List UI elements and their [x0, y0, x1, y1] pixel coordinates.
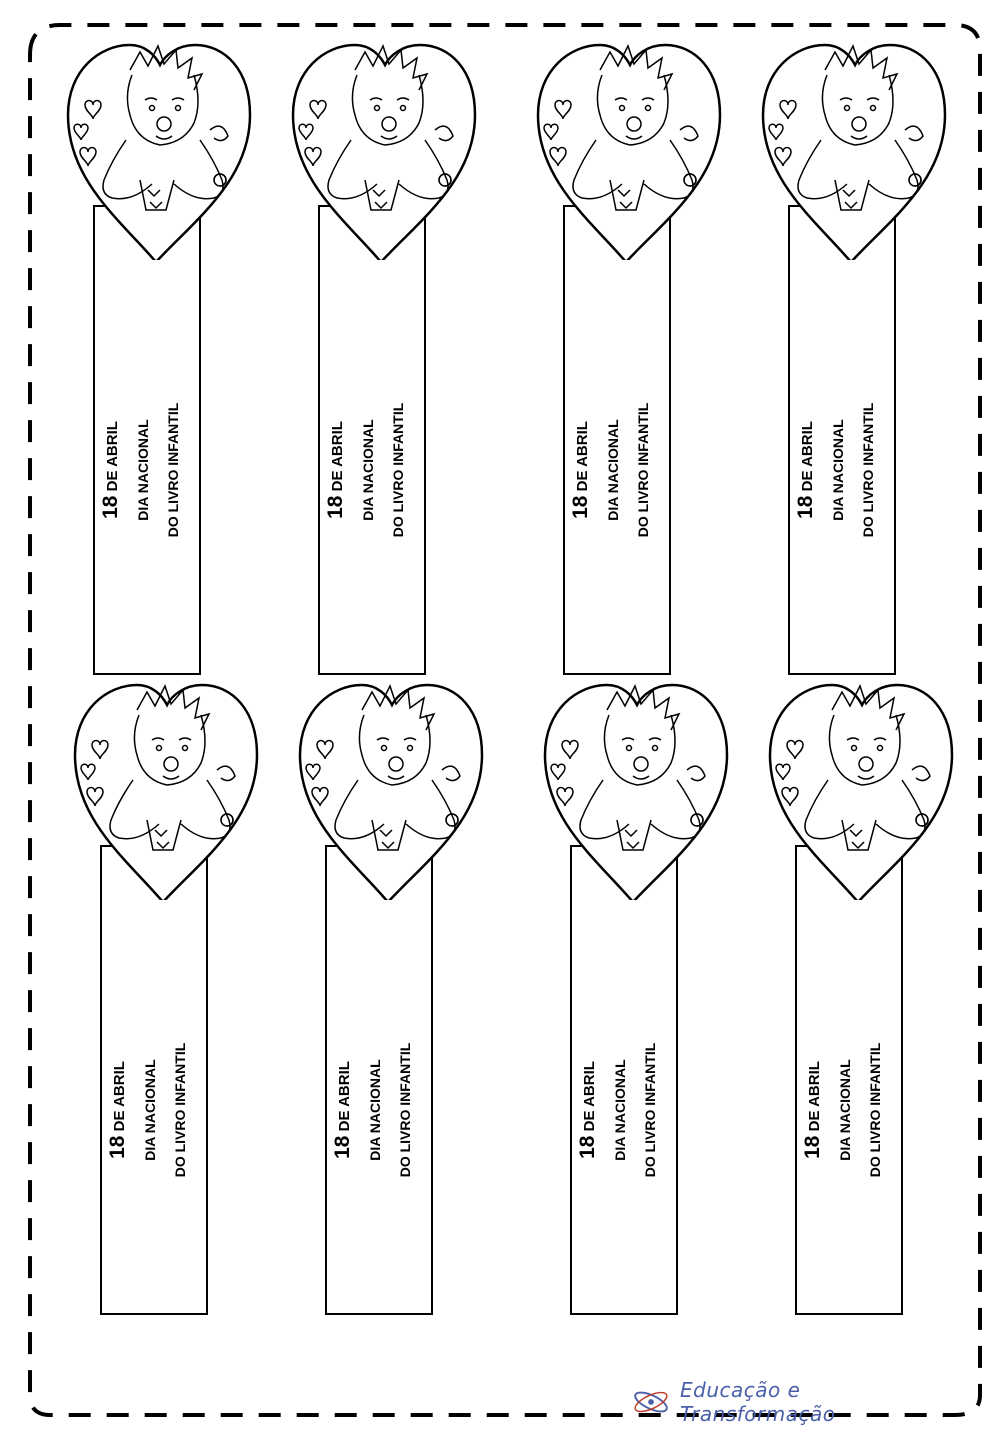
heart-cartoon-illustration — [530, 30, 730, 260]
bookmark-title-line-1: DIA NACIONAL — [605, 419, 621, 521]
bookmark-title-line-1: DIA NACIONAL — [830, 419, 846, 521]
bookmark-title-line-2: DO LIVRO INFANTIL — [642, 1042, 658, 1178]
bookmark-card — [530, 30, 730, 680]
bookmark-day: 18 — [324, 495, 347, 519]
bookmark-card — [755, 30, 955, 680]
bookmark-day: 18 — [106, 1135, 129, 1159]
bookmark-date — [321, 421, 353, 519]
bookmark-title-line-2: DO LIVRO INFANTIL — [397, 1042, 413, 1178]
bookmark-month: DE ABRIL — [329, 421, 346, 496]
bookmark-month: DE ABRIL — [799, 421, 816, 496]
bookmark-date — [96, 421, 128, 519]
bookmark-card — [67, 670, 267, 1320]
bookmark-date — [798, 1061, 830, 1159]
heart-cartoon-illustration — [537, 670, 737, 900]
bookmark-title-line-2: DO LIVRO INFANTIL — [172, 1042, 188, 1178]
bookmark-month: DE ABRIL — [574, 421, 591, 496]
bookmark-card — [292, 670, 492, 1320]
bookmark-title-line-1: DIA NACIONAL — [142, 1059, 158, 1161]
bookmark-month: DE ABRIL — [806, 1061, 823, 1136]
bookmark-card — [762, 670, 962, 1320]
atom-orbit-icon — [630, 1387, 672, 1417]
bookmark-day: 18 — [576, 1135, 599, 1159]
bookmark-date — [573, 1061, 605, 1159]
bookmark-date — [328, 1061, 360, 1159]
heart-cartoon-illustration — [60, 30, 260, 260]
bookmark-title-line-2: DO LIVRO INFANTIL — [867, 1042, 883, 1178]
bookmark-day: 18 — [99, 495, 122, 519]
bookmark-date — [791, 421, 823, 519]
bookmark-month: DE ABRIL — [104, 421, 121, 496]
bookmark-title-line-2: DO LIVRO INFANTIL — [165, 402, 181, 538]
bookmark-day: 18 — [569, 495, 592, 519]
bookmark-month: DE ABRIL — [581, 1061, 598, 1136]
bookmark-month: DE ABRIL — [111, 1061, 128, 1136]
bookmark-title-line-1: DIA NACIONAL — [612, 1059, 628, 1161]
heart-cartoon-illustration — [285, 30, 485, 260]
bookmark-title-line-2: DO LIVRO INFANTIL — [635, 402, 651, 538]
bookmark-day: 18 — [794, 495, 817, 519]
footer-brand-text: Educação e Transformação — [680, 1378, 836, 1426]
bookmark-title-line-1: DIA NACIONAL — [360, 419, 376, 521]
heart-cartoon-illustration — [292, 670, 492, 900]
bookmark-title-line-1: DIA NACIONAL — [367, 1059, 383, 1161]
bookmark-day: 18 — [801, 1135, 824, 1159]
heart-cartoon-illustration — [762, 670, 962, 900]
bookmark-title-line-2: DO LIVRO INFANTIL — [860, 402, 876, 538]
bookmark-day: 18 — [331, 1135, 354, 1159]
bookmark-card — [285, 30, 485, 680]
heart-cartoon-illustration — [67, 670, 267, 900]
bookmark-title-line-2: DO LIVRO INFANTIL — [390, 402, 406, 538]
heart-cartoon-illustration — [755, 30, 955, 260]
footer-logo — [630, 1378, 950, 1426]
bookmark-title-line-1: DIA NACIONAL — [135, 419, 151, 521]
bookmark-card — [60, 30, 260, 680]
bookmark-date — [103, 1061, 135, 1159]
bookmark-month: DE ABRIL — [336, 1061, 353, 1136]
bookmark-date — [566, 421, 598, 519]
bookmark-title-line-1: DIA NACIONAL — [837, 1059, 853, 1161]
bookmark-card — [537, 670, 737, 1320]
